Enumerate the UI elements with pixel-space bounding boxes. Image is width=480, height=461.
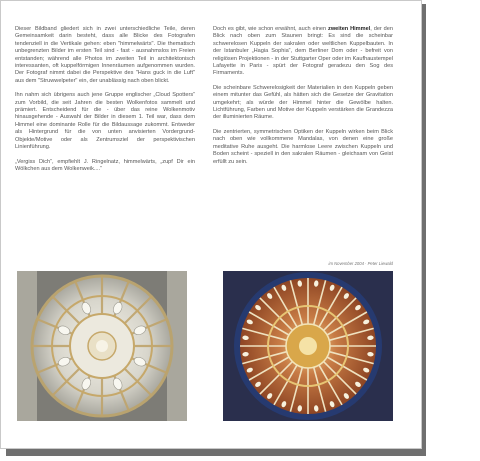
emphasis-zweiten-himmel: zweiten Himmel	[328, 26, 371, 32]
dome-white-image	[17, 271, 187, 421]
right-paragraph-2: Die scheinbare Schwerelosigkeit der Materialien in den Kuppeln geben einem mitunter das Gefühl, als hätten sich die Gesetze der Gravitation umgekehrt; als würde der Himmel hinter die Gewölbe halten. Lichtführung, Farben und Motive der Kuppeln verstärken die Grandezza der illuminierten Räume.	[213, 84, 393, 121]
left-text-column	[15, 26, 195, 180]
right-paragraph-1-end: , der den Blick nach oben zum Staunen bringt: Es sind die scheinbar schwerelosen Kuppeln der sakralen oder weltlichen Kuppelbauten. In der Istanbuler „Hagia Sophia“, dem Berliner Dom oder - befreit von religiösen Projektionen - in der Stuttgarter Oper oder im Kaufhaustempel Lafayette in Paris - spürt der Fotograf geradezu den Sog des Firmaments.	[213, 26, 393, 77]
photo-dome-white	[17, 271, 187, 421]
left-paragraph-1: Dieser Bildband gliedert sich in zwei unterschiedliche Teile, deren Gemeinsamkeit darin besteht, dass alle Blicke des Fotografen tendenziell in die Vertikale gehen: eben "himmelwärts". Die thematisch unbegrenzten Bilder im ersten Teil sind - fast - ausnahmslos im Freien entstanden; während alle Photos im zweiten Teil in architektonisch interessanten, oft kuppelförmigen Innenräumen aufgenommen wurden. Der Fotograf nimmt dabei die Perspektive des "Hans guck in die Luft" aus dem "Struwwelpeter" ein, der unablässig nach oben blickt.	[15, 26, 195, 84]
right-paragraph-3: Die zentrierten, symmetrischen Optiken der Kuppeln wirken beim Blick nach oben wie vollkommene Mandalas, von denen eine große meditative Ruhe ausgeht. Die harmlose Leere zwischen Kuppeln und Boden scheint - speziell in den sakralen Räumen - gleichsam von Geist erfüllt zu sein.	[213, 128, 393, 165]
dome-terracotta-image	[223, 271, 393, 421]
left-paragraph-2: Ihn nahm sich übrigens auch jene Gruppe englischer „Cloud Spotters“ zum Vorbild, die seit Jahren die besten Wolkenfotos sammelt und prämiert. Entscheidend für die - über das reine Wolkenmotiv hinausgehende - Auswahl der Bilder in diesem 1. Teil war, dass dem Himmel eine dominante Rolle für die Bildaussage zukommt. Entweder als Hintergrund für die von unten anvisierten Vordergrund-Objekte/Motive oder als Zentrumsziel der perspektivischen Linienführung.	[15, 92, 195, 151]
photo-credit: im November 2004 · Peter Liewald	[328, 261, 393, 266]
right-text-column	[213, 26, 393, 173]
right-paragraph-1-start: Doch es gibt, wie schon erwähnt, auch einen	[213, 26, 329, 32]
right-paragraph-1	[213, 26, 393, 78]
photo-dome-terracotta	[223, 271, 393, 421]
left-paragraph-3: „Vergiss Dich“, empfiehlt J. Ringelnatz, himmelwärts, „zupf Dir ein Wölkchen aus dem Wolkenweik....“	[15, 158, 195, 172]
